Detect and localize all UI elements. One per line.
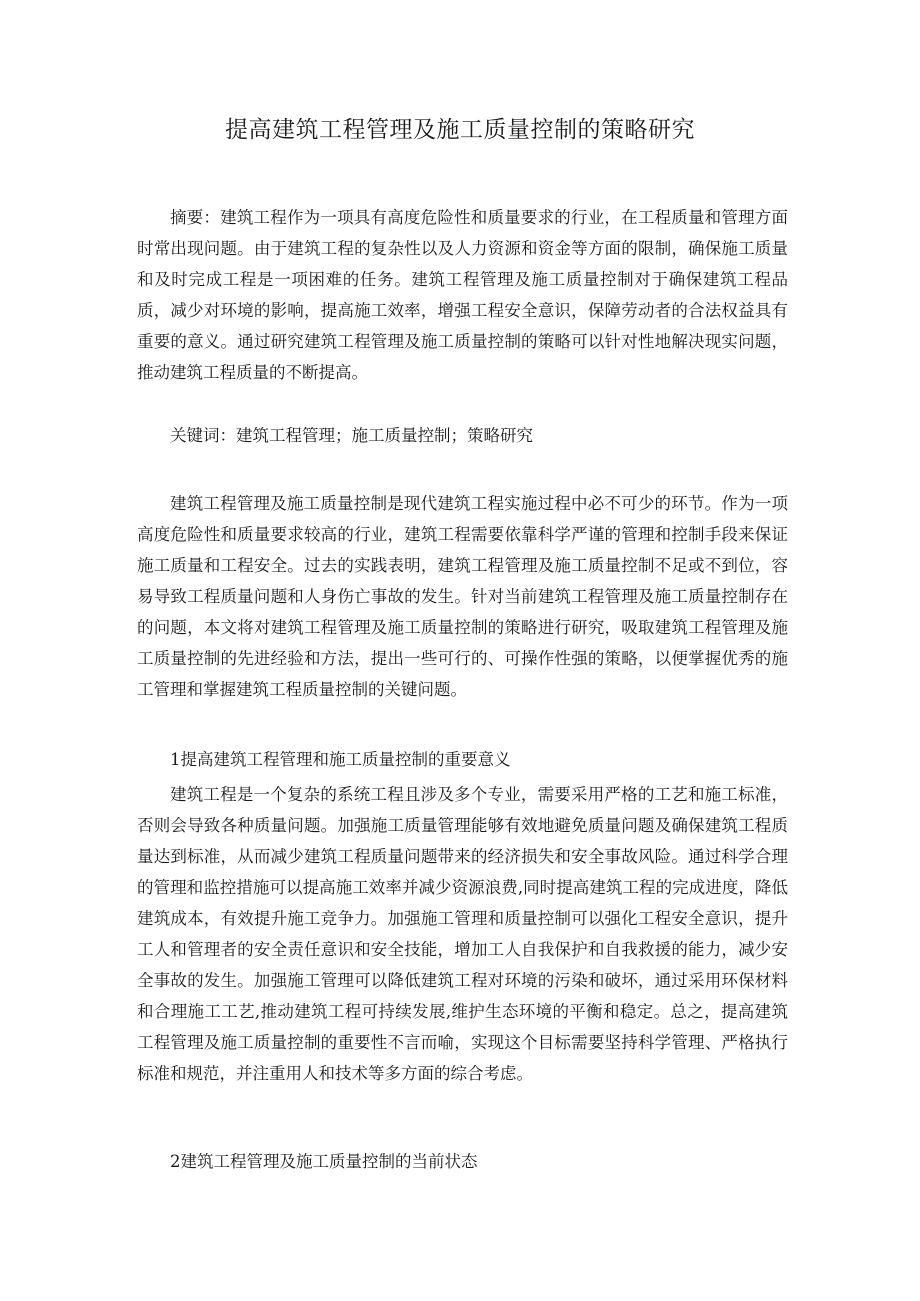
document-title: 提高建筑工程管理及施工质量控制的策略研究 — [225, 117, 695, 143]
keywords-line: 关键词：建筑工程管理；施工质量控制；策略研究 — [170, 426, 533, 445]
section-2-heading: 2建筑工程管理及施工质量控制的当前状态 — [170, 1152, 478, 1171]
section-1-heading: 1提高建筑工程管理和施工质量控制的重要意义 — [170, 750, 511, 769]
section-1-body: 建筑工程是一个复杂的系统工程且涉及多个专业，需要采用严格的工艺和施工标准，否则会导致各种质量问题。加强施工质量管理能够有效地避免质量问题及确保建筑工程质量达到标准，从而减少建筑工程质量问题带来的经济损失和安全事故风险。通过科学合理的管理和监控措施可以提高施工效率并减少资源浪费,同时提高建筑工程的完成进度，降低建筑成本，有效提升施工竞争力。加强施工管理和质量控制可以强化工程安全意识，提升工人和管理者的安全责任意识和安全技能，增加工人自我保护和自我救援的能力，减少安全事故的发生。加强施工管理可以降低建筑工程对环境的污染和破坏，通过采用环保材料和合理施工工艺,推动建筑工程可持续发展,维护生态环境的平衡和稳定。总之，提高建筑工程管理及施工质量控制的重要性不言而喻，实现这个目标需要坚持科学管理、严格执行标准和规范，并注重用人和技术等多方面的综合考虑。 — [137, 785, 788, 1083]
introduction-paragraph: 建筑工程管理及施工质量控制是现代建筑工程实施过程中必不可少的环节。作为一项高度危险性和质量要求较高的行业，建筑工程需要依靠科学严谨的管理和控制手段来保证施工质量和工程安全。过去的实践表明，建筑工程管理及施工质量控制不足或不到位，容易导致工程质量问题和人身伤亡事故的发生。针对当前建筑工程管理及施工质量控制存在的问题，本文将对建筑工程管理及施工质量控制的策略进行研究，吸取建筑工程管理及施工质量控制的先进经验和方法，提出一些可行的、可操作性强的策略，以便掌握优秀的施工管理和掌握建筑工程质量控制的关键问题。 — [137, 494, 788, 699]
abstract-paragraph: 摘要：建筑工程作为一项具有高度危险性和质量要求的行业，在工程质量和管理方面时常出现问题。由于建筑工程的复杂性以及人力资源和资金等方面的限制，确保施工质量和及时完成工程是一项困难的任务。建筑工程管理及施工质量控制对于确保建筑工程品质，减少对环境的影响，提高施工效率，增强工程安全意识，保障劳动者的合法权益具有重要的意义。通过研究建筑工程管理及施工质量控制的策略可以针对性地解决现实问题，推动建筑工程质量的不断提高。 — [137, 208, 788, 382]
